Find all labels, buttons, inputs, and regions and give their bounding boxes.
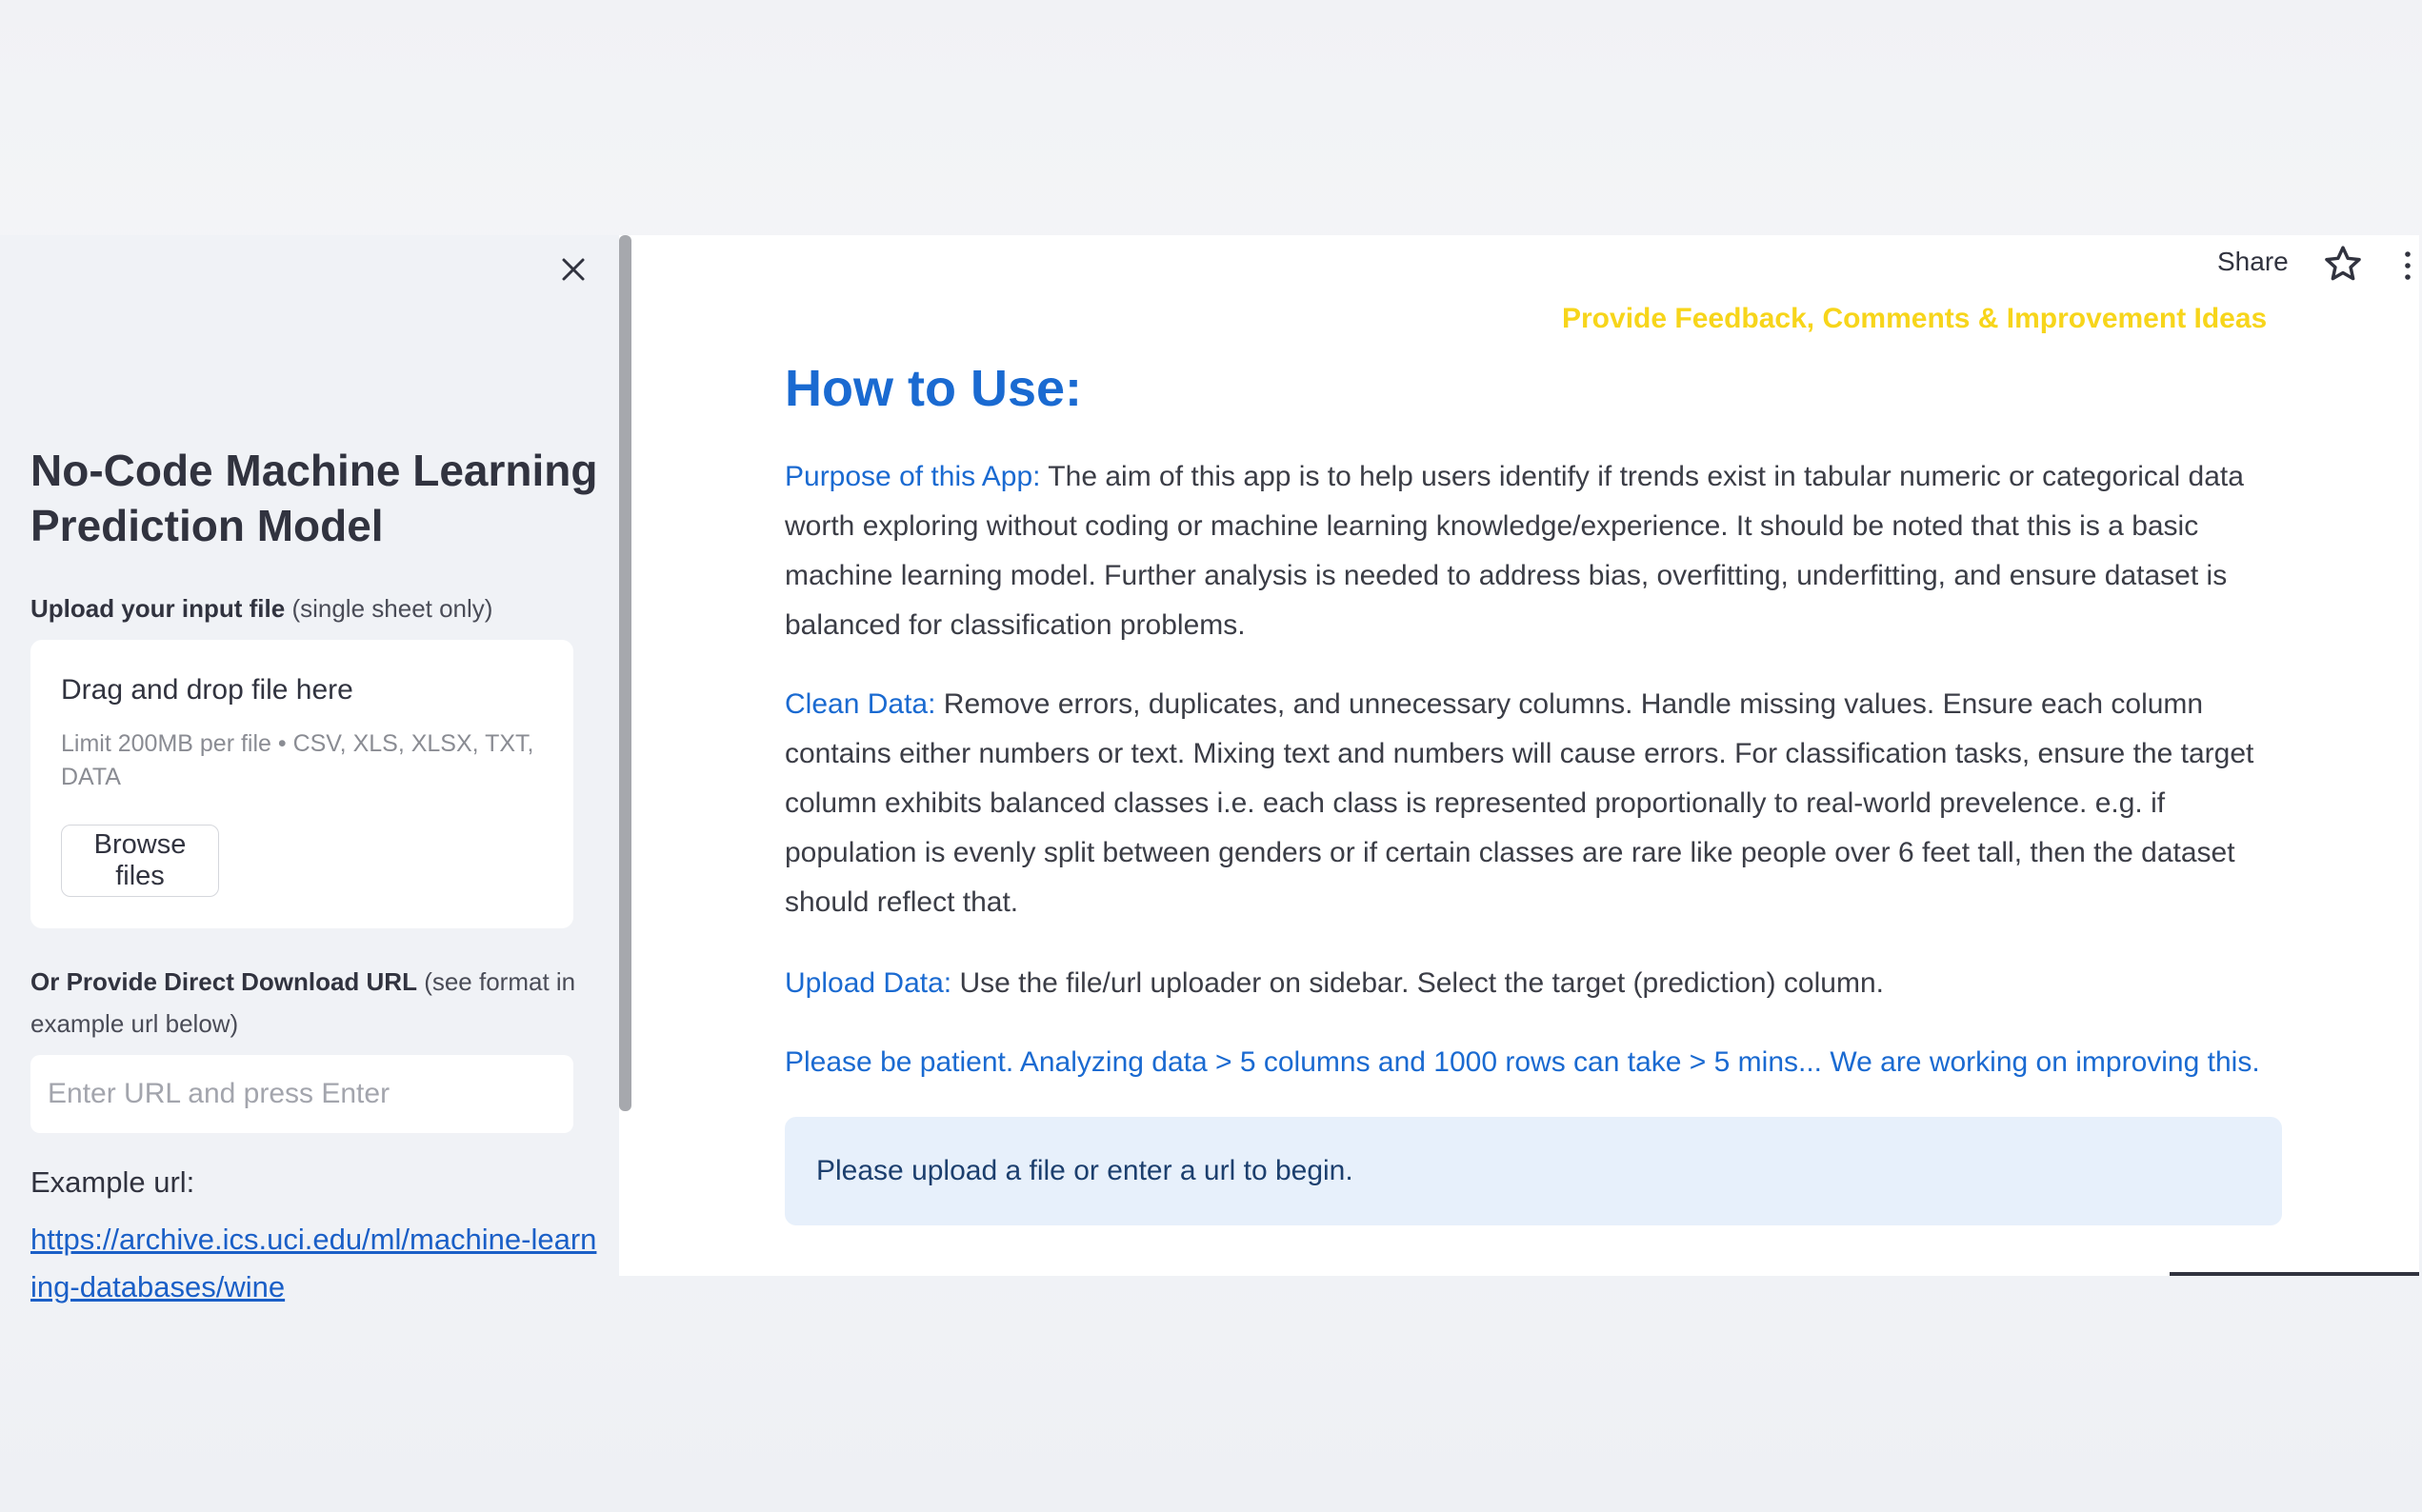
example-url-label: Example url: bbox=[30, 1165, 195, 1199]
purpose-text: The aim of this app is to help users identify if trends exist in tabular numeric or categorical data worth exploring without coding or machine learning knowledge/experience. It should be noted that this is a basic machine learning model. Further analysis is needed to address bias, overfitting, underfitting, and ensure dataset is balanced for classification problems. bbox=[785, 461, 2244, 641]
browse-files-button[interactable]: Browse files bbox=[61, 825, 219, 897]
file-dropzone[interactable] bbox=[30, 640, 573, 928]
url-input[interactable] bbox=[30, 1055, 573, 1133]
main-content bbox=[631, 235, 2419, 1276]
upload-label-bold: Upload your input file bbox=[30, 594, 286, 623]
sidebar bbox=[0, 235, 619, 1303]
purpose-key: Purpose of this App: bbox=[785, 461, 1041, 492]
bottom-divider bbox=[2170, 1272, 2419, 1276]
app-title: No-Code Machine Learning Prediction Model bbox=[30, 446, 598, 550]
close-sidebar-button[interactable] bbox=[552, 249, 594, 290]
example-url-link[interactable]: https://archive.ics.uci.edu/ml/machine-learning-databases/wine bbox=[30, 1223, 597, 1303]
info-alert: Please upload a file or enter a url to begin. bbox=[785, 1117, 2282, 1225]
patience-note: Please be patient. Analyzing data > 5 columns and 1000 rows can take > 5 mins... We are working on improving this. bbox=[785, 1046, 2260, 1078]
dropzone-title: Drag and drop file here bbox=[61, 674, 353, 706]
clean-data-key: Clean Data: bbox=[785, 688, 936, 720]
url-label bbox=[30, 961, 592, 1044]
feedback-link[interactable]: Provide Feedback, Comments & Improvement Ideas bbox=[1562, 303, 2268, 334]
purpose-paragraph bbox=[785, 452, 2299, 650]
sidebar-scrollbar[interactable] bbox=[619, 235, 631, 1111]
upload-data-key: Upload Data: bbox=[785, 967, 952, 999]
upload-data-text: Use the file/url uploader on sidebar. Select the target (prediction) column. bbox=[951, 967, 1884, 999]
main-menu-button[interactable] bbox=[2393, 245, 2422, 287]
more-vertical-icon bbox=[2393, 245, 2422, 287]
clean-data-text: Remove errors, duplicates, and unnecessary columns. Handle missing values. Ensure each column contains either numbers or text. Mixing text and numbers will cause errors. For classification tasks, ensure the target column exhibits balanced classes i.e. each class is represented proportionally to real-world prevelence. e.g. if population is evenly split between genders or if certain classes are rare like people over 6 feet tall, then the dataset should reflect that. bbox=[785, 688, 2254, 918]
star-button[interactable] bbox=[2322, 243, 2364, 285]
url-label-hint: (see format in example url below) bbox=[30, 967, 576, 1038]
upload-label-hint: (single sheet only) bbox=[291, 594, 493, 623]
star-icon bbox=[2322, 243, 2364, 285]
url-label-bold: Or Provide Direct Download URL bbox=[30, 967, 417, 996]
upload-file-label bbox=[30, 587, 492, 629]
dropzone-limit-text: Limit 200MB per file • CSV, XLS, XLSX, TXT, DATA bbox=[61, 730, 534, 790]
share-button[interactable]: Share bbox=[2217, 247, 2289, 276]
how-to-use-heading: How to Use: bbox=[785, 360, 1083, 417]
upload-data-paragraph bbox=[785, 959, 2299, 1008]
clean-data-paragraph bbox=[785, 680, 2299, 927]
app-window bbox=[0, 235, 2419, 1303]
close-icon bbox=[559, 255, 588, 284]
